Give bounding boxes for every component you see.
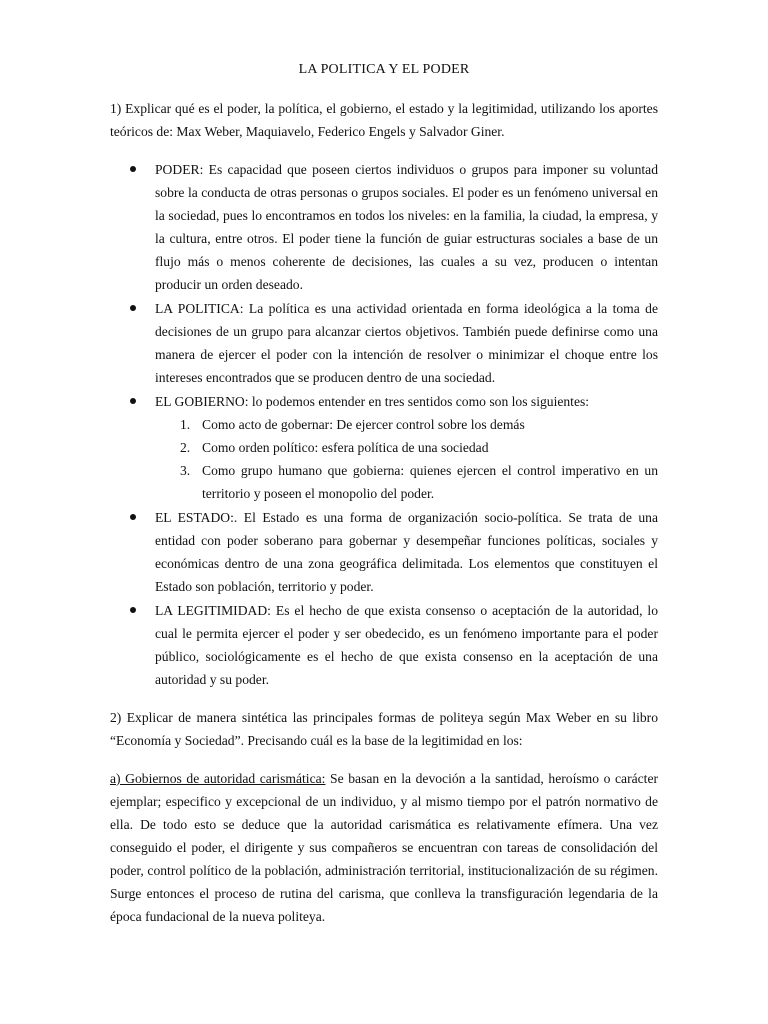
- item-text: Como acto de gobernar: De ejercer control sobre los demás: [202, 417, 525, 432]
- item-text: Como orden político: esfera política de una sociedad: [202, 440, 489, 455]
- bullet-text: LA POLITICA: La política es una actividad orientada en forma ideológica a la toma de decisiones de un grupo para alcanzar ciertos objetivos. También puede definirse como una manera de ejercer el poder con la intención de resolver o minimizar el choque entre los intereses encontrados que se producen dentro de una sociedad.: [155, 301, 658, 385]
- item-number: 2.: [180, 440, 191, 455]
- bullet-text: EL GOBIERNO: lo podemos entender en tres sentidos como son los siguientes:: [155, 394, 590, 409]
- bullet-text: PODER: Es capacidad que poseen ciertos individuos o grupos para imponer su voluntad sobre la conducta de otras personas o grupos sociales. El poder es un fenómeno universal en la sociedad, pues lo encontramos en todos los niveles: en la familia, la ciudad, la empresa, y la cultura, entre otros. El poder tiene la función de guiar estructuras sociales a base de un flujo más o menos coherente de decisiones, las cuales a su vez, producen o intentan producir un orden deseado.: [155, 162, 658, 292]
- numbered-item: [155, 413, 658, 436]
- bullet-icon: [130, 607, 136, 613]
- bullet-estado: [110, 506, 658, 598]
- gobierno-numbered-list: [155, 413, 658, 505]
- question-1: 1) Explicar qué es el poder, la política, el gobierno, el estado y la legitimidad, utilizando los aportes teóricos de: Max Weber, Maquiavelo, Federico Engels y Salvador Giner.: [110, 101, 658, 139]
- bullet-politica: [110, 297, 658, 389]
- item-text: Como grupo humano que gobierna: quienes ejercen el control imperativo en un territorio y poseen el monopolio del poder.: [202, 463, 658, 501]
- item-number: 1.: [180, 417, 191, 432]
- bullet-icon: [130, 398, 136, 404]
- bullet-icon: [130, 514, 136, 520]
- bullet-icon: [130, 166, 136, 172]
- bullet-gobierno: [110, 390, 658, 505]
- bullet-icon: [130, 305, 136, 311]
- bullet-legitimidad: [110, 599, 658, 691]
- question-2: 2) Explicar de manera sintética las principales formas de politeya según Max Weber en su libro “Economía y Sociedad”. Precisando cuál es la base de la legitimidad en los:: [110, 710, 658, 748]
- section-a-heading: a) Gobiernos de autoridad carismática:: [110, 771, 326, 786]
- numbered-item: [155, 459, 658, 505]
- bullet-text: EL ESTADO:. El Estado es una forma de organización socio-política. Se trata de una entidad con poder soberano para gobernar y desempeñar funciones políticas, sociales y económicas dentro de una zona geográfica delimitada. Los elementos que constituyen el Estado son población, territorio y poder.: [155, 510, 658, 594]
- bullet-poder: [110, 158, 658, 296]
- numbered-item: [155, 436, 658, 459]
- bullet-text: LA LEGITIMIDAD: Es el hecho de que exista consenso o aceptación de la autoridad, lo cual le permita ejercer el poder y ser obedecido, es un fenómeno importante para el poder público, sociológicamente es el hecho de que exista consenso en la aceptación de una autoridad y su poder.: [155, 603, 658, 687]
- section-a-text: Se basan en la devoción a la santidad, heroísmo o carácter ejemplar; especifico y excepcional de un individuo, y al mismo tiempo por el patrón normativo de ella. De todo esto se deduce que la autoridad carismática es relativamente efímera. Una vez conseguido el poder, el dirigente y sus compañeros se encuentran con tareas de consolidación del poder, control político de la población, administración territorial, institucionalización de su régimen. Surge entonces el proceso de rutina del carisma, que conlleva la transfiguración legendaria de la época fundacional de la nueva politeya.: [110, 771, 658, 924]
- document-title: LA POLITICA Y EL PODER: [298, 62, 470, 77]
- item-number: 3.: [180, 463, 191, 478]
- section-a-paragraph: [110, 767, 658, 928]
- definitions-list: [110, 158, 658, 691]
